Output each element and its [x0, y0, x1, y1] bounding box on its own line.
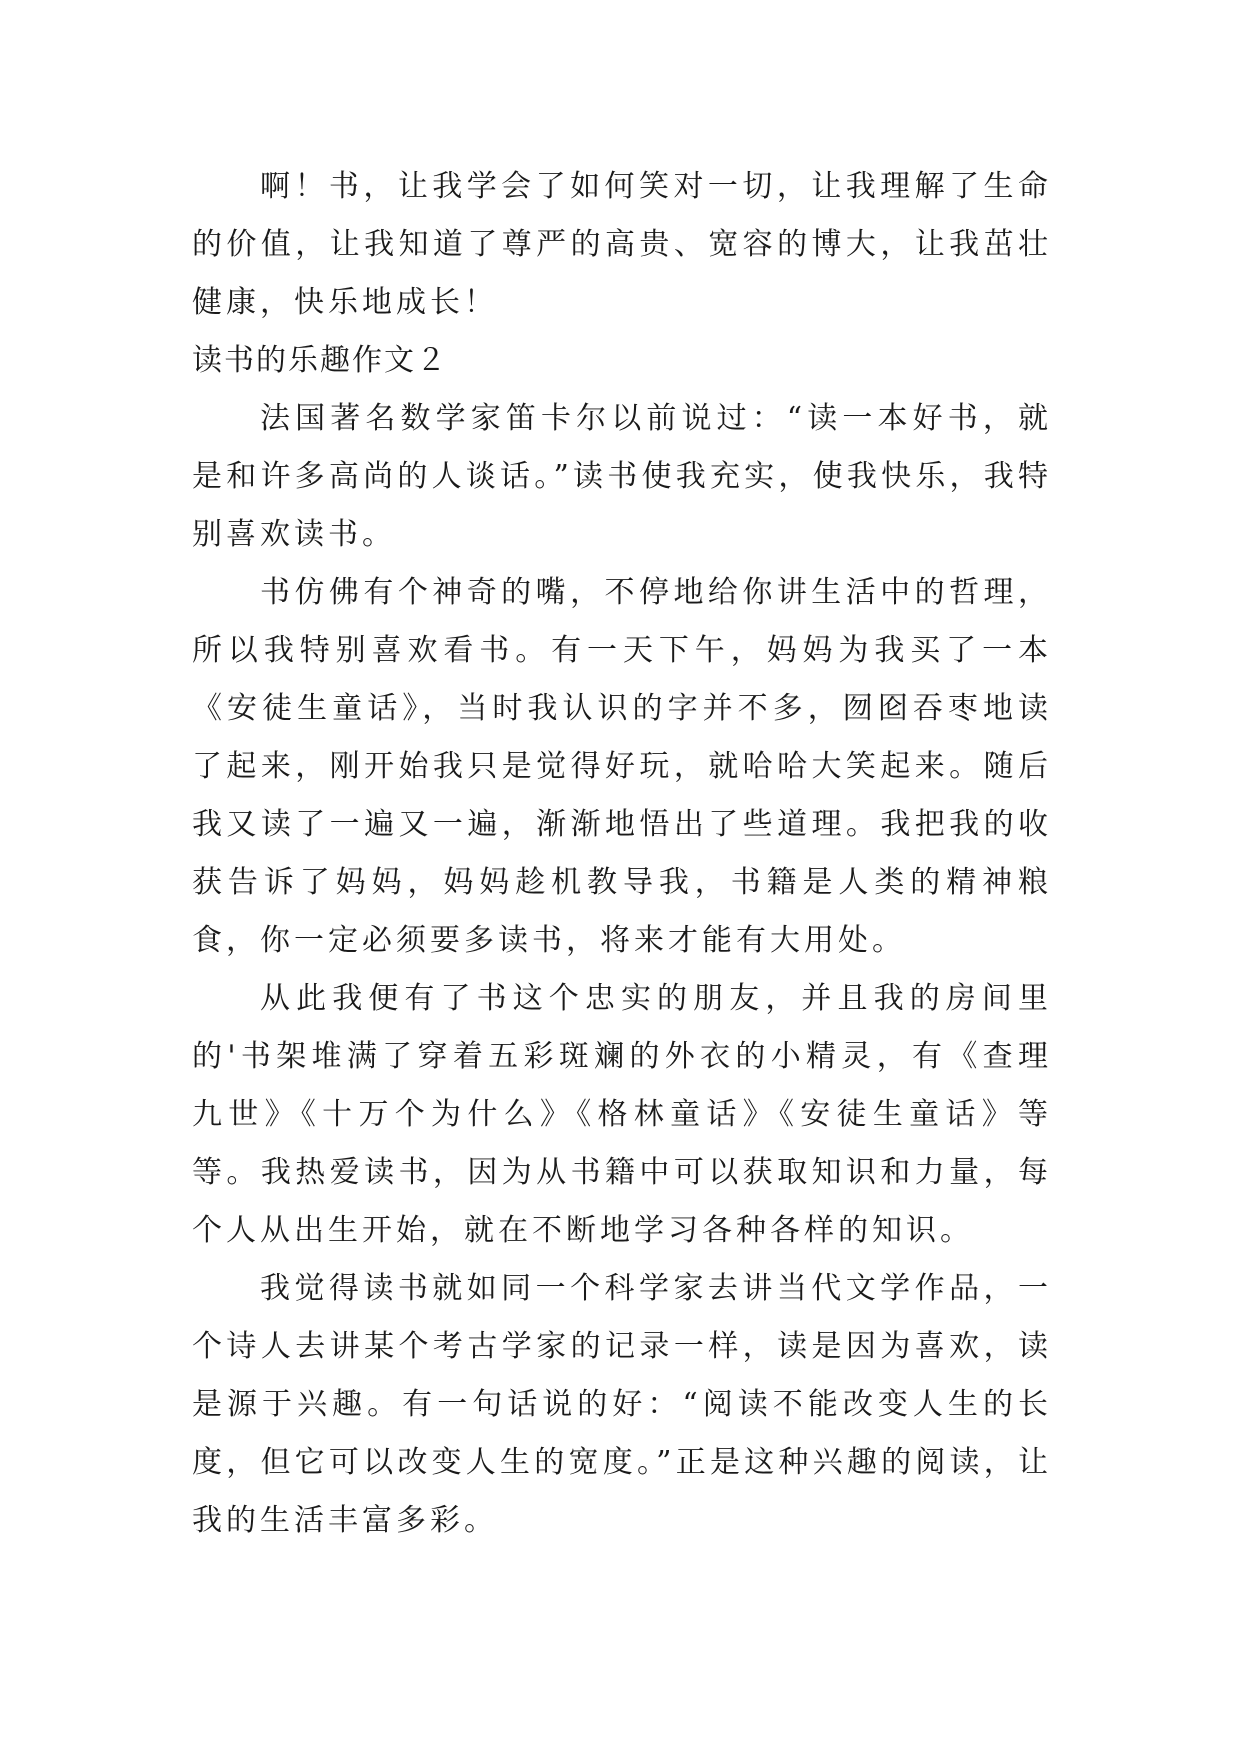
paragraph-intro: 法国著名数学家笛卡尔以前说过：“读一本好书，就是和许多高尚的人谈话。”读书使我充实，使我快乐，我特别喜欢读书。 — [192, 401, 1052, 552]
paragraph-story: 书仿佛有个神奇的嘴，不停地给你讲生活中的哲理，所以我特别喜欢看书。有一天下午，妈妈为我买了一本《安徒生童话》，当时我认识的字并不多，囫囵吞枣地读了起来，刚开始我只是觉得好玩，就哈哈大笑起来。随后我又读了一遍又一遍，渐渐地悟出了些道理。我把我的收获告诉了妈妈，妈妈趁机教导我，书籍是人类的精神粮食，你一定必须要多读书，将来才能有大用处。 — [192, 575, 1052, 958]
paragraph-bookshelf: 从此我便有了书这个忠实的朋友，并且我的房间里的'书架堆满了穿着五彩斑斓的外衣的小精灵，有《查理九世》《十万个为什么》《格林童话》《安徒生童话》等等。我热爱读书，因为从书籍中可以获取知识和力量，每个人从出生开始，就在不断地学习各种各样的知识。 — [192, 981, 1052, 1248]
paragraph-reflection: 我觉得读书就如同一个科学家去讲当代文学作品，一个诗人去讲某个考古学家的记录一样，读是因为喜欢，读是源于兴趣。有一句话说的好：“阅读不能改变人生的长度，但它可以改变人生的宽度。”正是这种兴趣的阅读，让我的生活丰富多彩。 — [192, 1271, 1052, 1538]
paragraph-conclusion: 啊！书，让我学会了如何笑对一切，让我理解了生命的价值，让我知道了尊严的高贵、宽容的博大，让我茁壮健康，快乐地成长！ — [192, 169, 1052, 320]
document-body — [192, 158, 1052, 1550]
section-heading: 读书的乐趣作文２ — [192, 343, 448, 378]
